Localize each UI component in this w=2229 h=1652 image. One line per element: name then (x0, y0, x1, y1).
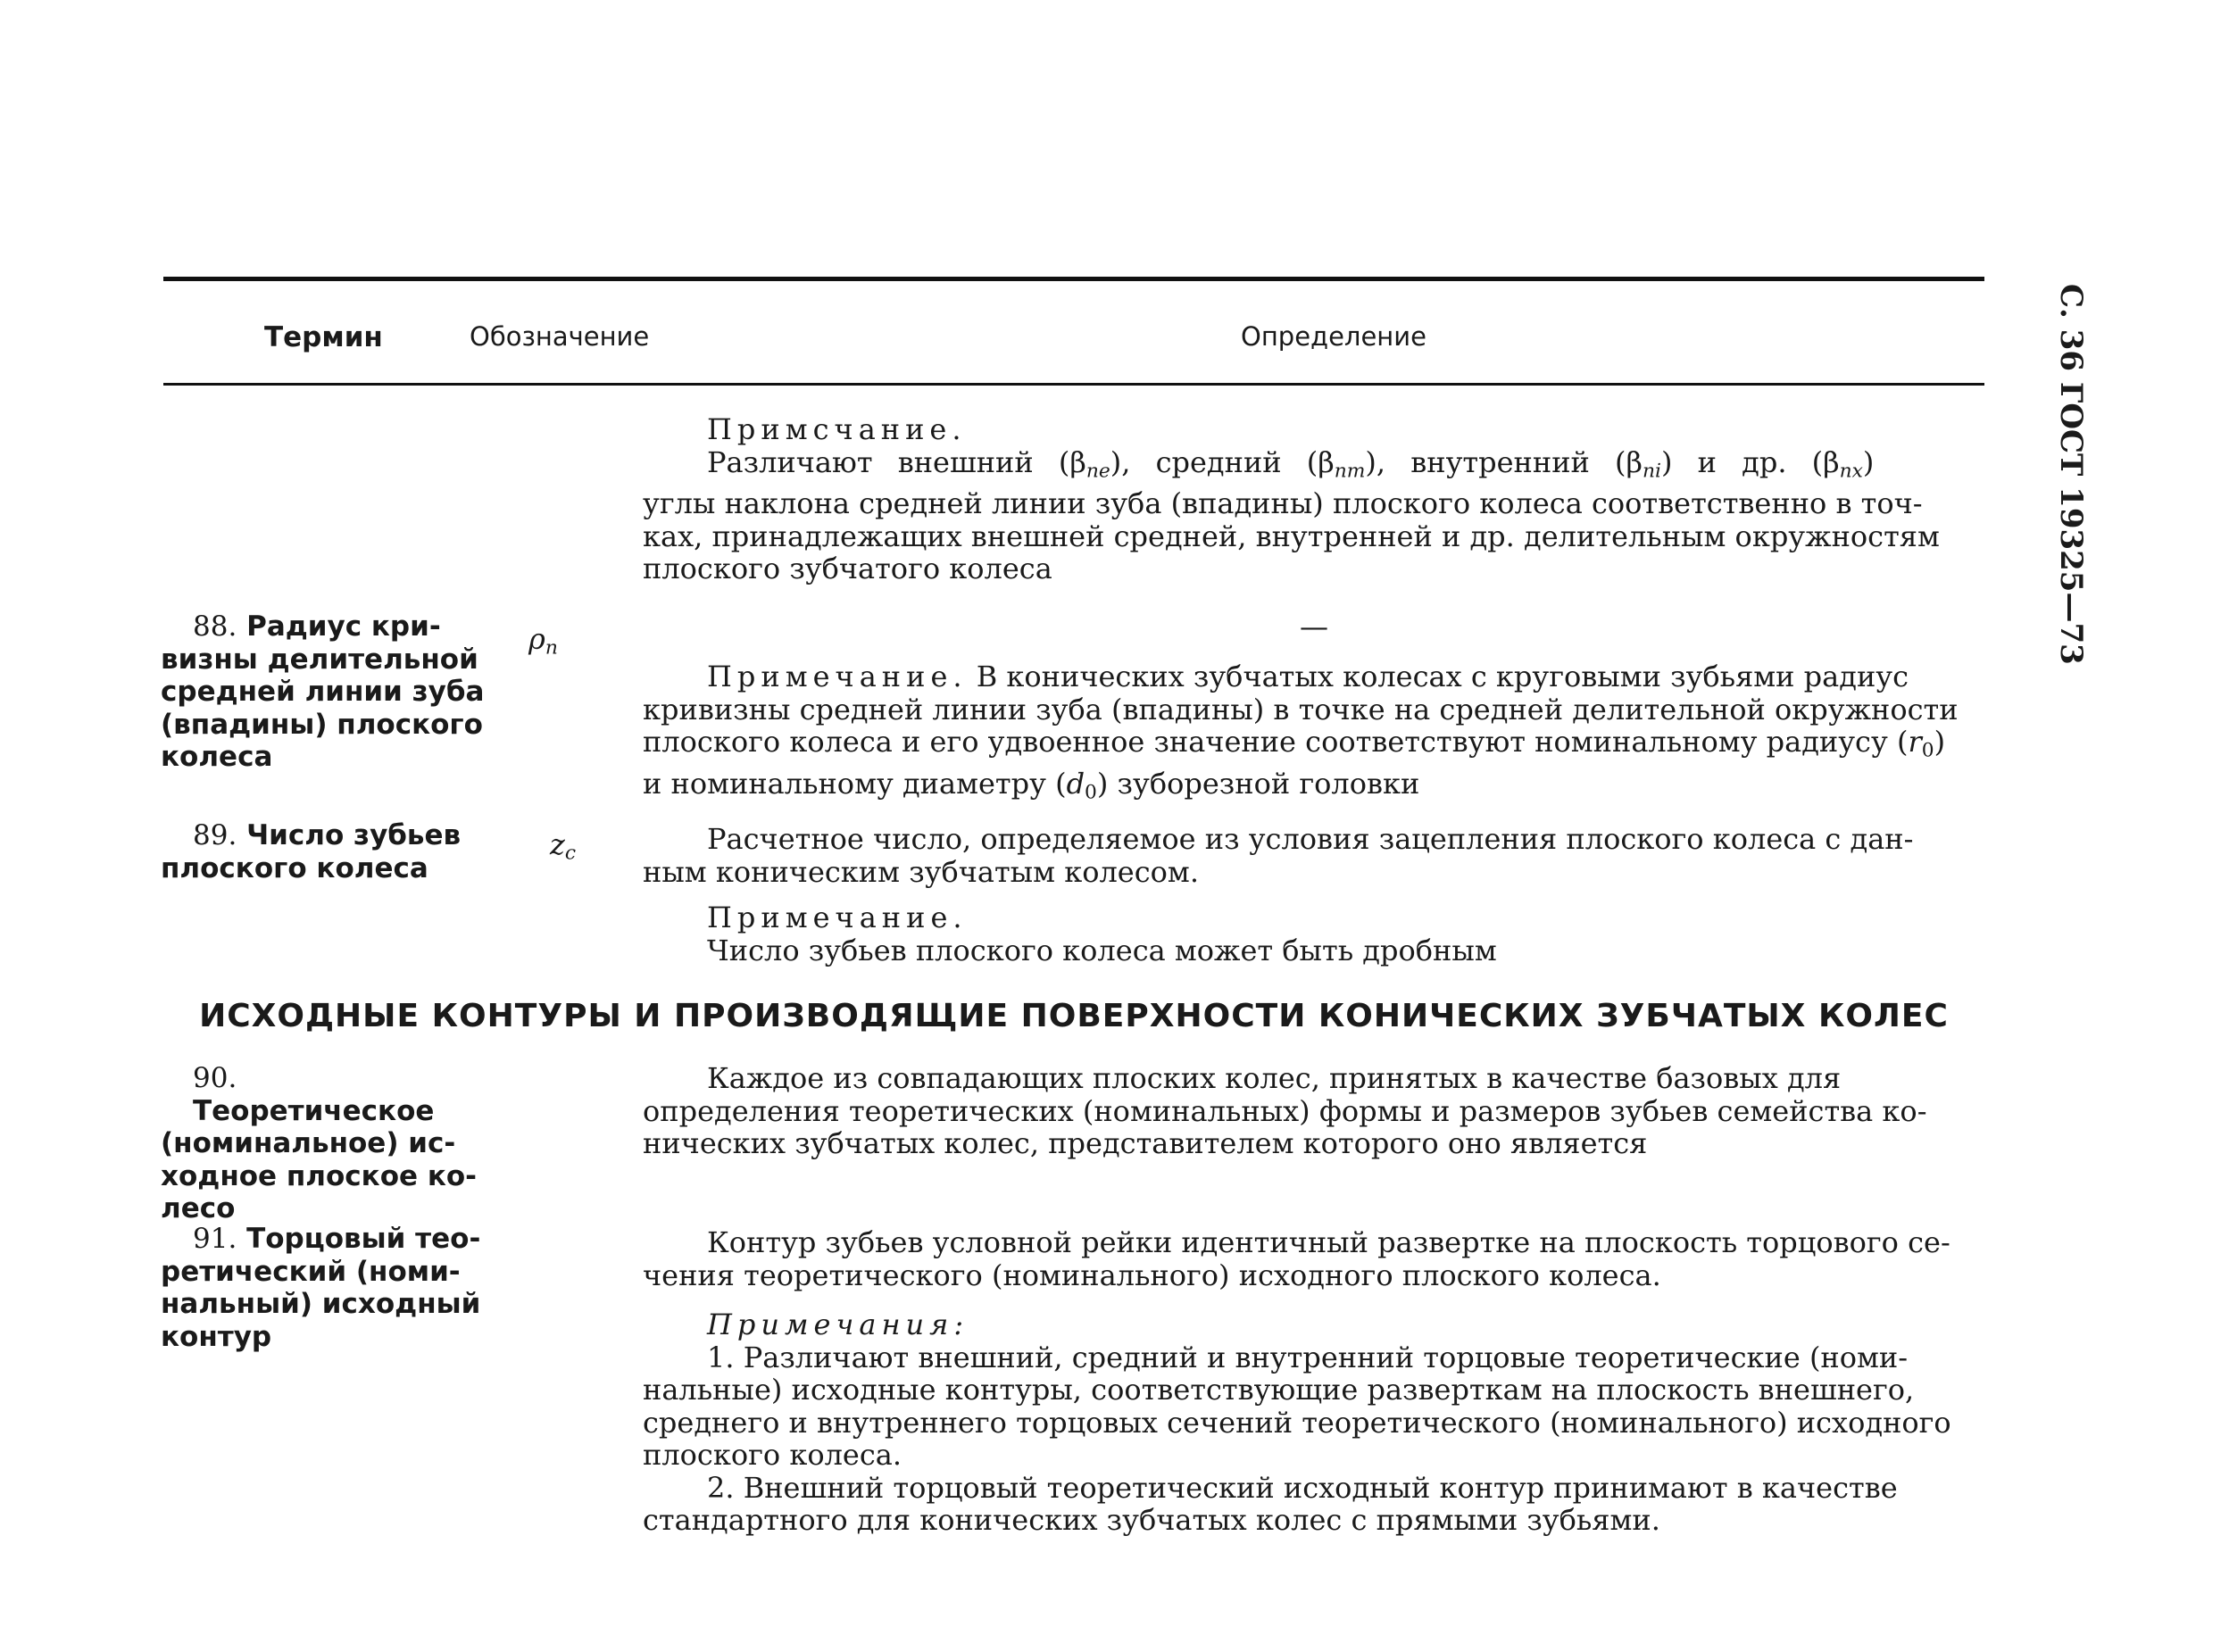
symbol-88: $\rho_n$ (528, 622, 558, 660)
definition-91 (643, 1226, 1985, 1291)
term-line: контур (161, 1320, 272, 1353)
note-line: Число зубьев плоского колеса может быть дробным (707, 933, 1497, 967)
note-line: Различают внешний $(\beta_{ne})$, средний $(\beta_{nm})$, внутренний $(\beta_{ni})$ и др. $(\beta_{nx})$ (707, 444, 1875, 482)
note-line: 2. Внешний торцовый теоретический исходный контур принимают в качестве (707, 1470, 1898, 1505)
page-side-header: С. 36 ГОСТ 19325—73 (2053, 284, 2089, 665)
note-line: стандартного для конических зубчатых колес с прямыми зубьями. (643, 1503, 1660, 1537)
term-91 (161, 1223, 487, 1353)
column-header-definition: Определение (1241, 321, 1426, 352)
term-line: ретический (номи- (161, 1255, 461, 1288)
term-line: (впадины) плоского (161, 708, 483, 741)
note-line: нальные) исходные контуры, соответствующие разверткам на плоскость внешнего, (643, 1373, 1915, 1407)
term-line: лесо (161, 1192, 236, 1224)
note-line: плоского колеса и его удвоенное значение соответствуют номинальному радиусу $(r_0)$ (643, 725, 1946, 762)
term-line: визны делительной (161, 643, 478, 676)
note-line: среднего и внутреннего торцовых сечений теоретического (номинального) исходного (643, 1405, 1951, 1440)
note-line: 1. Различают внешний, средний и внутренний торцовые теоретические (номи- (707, 1340, 1909, 1374)
term-line: 90. Теоретическое (193, 1062, 435, 1127)
term-line: средней линии зуба (161, 676, 485, 708)
definition-88: — (1300, 610, 1328, 643)
definition-89 (643, 823, 1985, 888)
note-title: Примечание. (707, 901, 968, 934)
term-line: нальный) исходный (161, 1288, 481, 1320)
definition-line: Каждое из совпадающих плоских колес, принятых в качестве базовых для (707, 1061, 1842, 1095)
note-88 (643, 660, 1985, 809)
term-90 (161, 1062, 487, 1225)
definition-90 (643, 1062, 1985, 1160)
note-line: ках, принадлежащих внешней средней, внутренней и др. делительным окружностям (643, 519, 1940, 553)
notes-title: Примечания: (707, 1307, 969, 1341)
term-line: колеса (161, 741, 273, 773)
term-line: 91. Торцовый тео- (193, 1223, 481, 1255)
note-line: углы наклона средней линии зуба (впадины) плоского колеса соответственно в точ- (643, 486, 1923, 521)
table-header-rule (163, 383, 1984, 386)
term-line: 89. Число зубьев (193, 819, 462, 851)
definition-line: Контур зубьев условной рейки идентичный развертке на плоскость торцового се- (707, 1225, 1950, 1259)
note-line: плоского зубчатого колеса (643, 552, 1052, 586)
note-89 (643, 901, 1985, 967)
definition-line: определения теоретических (номинальных) формы и размеров зубьев семейства ко- (643, 1093, 1927, 1128)
definition-line: ным коническим зубчатым колесом. (643, 854, 1199, 889)
note-line: Примечание. В конических зубчатых колесах с круговыми зубьями радиус (707, 660, 1909, 693)
term-line: (номинальное) ис- (161, 1127, 456, 1159)
note-row-87 (643, 413, 1985, 585)
note-title: Примсчание. (707, 412, 967, 446)
term-89 (161, 819, 487, 884)
section-title: ИСХОДНЫЕ КОНТУРЫ И ПРОИЗВОДЯЩИЕ ПОВЕРХНОСТИ КОНИЧЕСКИХ ЗУБЧАТЫХ КОЛЕС (199, 998, 1949, 1034)
term-line: плоского колеса (161, 851, 428, 884)
table-top-rule (163, 277, 1984, 281)
notes-91 (643, 1308, 1985, 1537)
symbol-89: $z_c$ (550, 827, 577, 865)
term-line: 88. Радиус кри- (193, 610, 441, 643)
note-line: плоского колеса. (643, 1438, 902, 1472)
term-line: ходное плоское ко- (161, 1159, 478, 1192)
definition-line: нических зубчатых колес, представителем которого оно является (643, 1126, 1648, 1160)
column-header-symbol: Обозначение (470, 321, 650, 352)
note-line: и номинальному диаметру $(d_0)$ зуборезной головки (643, 766, 1420, 804)
column-header-term: Термин (264, 321, 383, 353)
note-line: кривизны средней линии зуба (впадины) в точке на средней делительной окружности (643, 692, 1959, 726)
term-88 (161, 610, 487, 774)
definition-line: Расчетное число, определяемое из условия зацепления плоского колеса с дан- (707, 822, 1914, 856)
definition-line: чения теоретического (номинального) исходного плоского колеса. (643, 1258, 1661, 1292)
